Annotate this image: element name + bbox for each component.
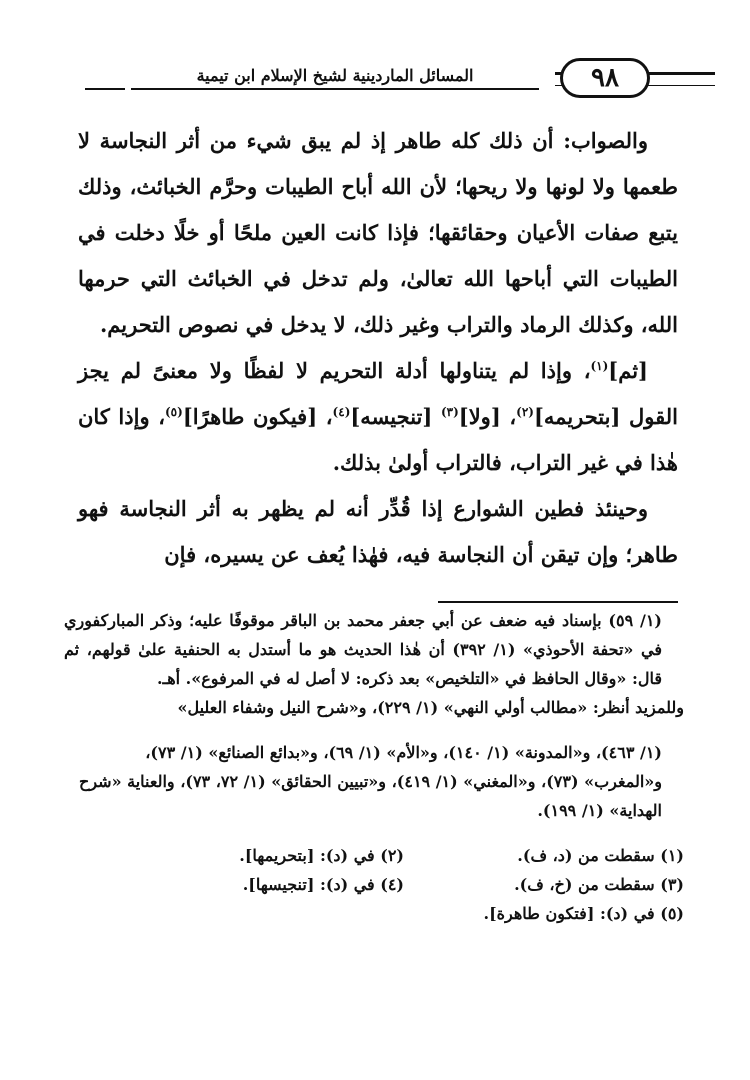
footnote-list [64,841,684,928]
main-text [78,118,678,578]
p2-part3: ، [ولا] [458,404,517,429]
paragraph-1: والصواب: أن ذلك كله طاهر إذ لم يبق شيء من أثر النجاسة لا طعمها ولا لونها ولا ريحها؛ لأن الله أباح الطيبات وحرَّم الخبائث، وذلك يتبع صفات الأعيان وحقائقها؛ فإذا كانت العين ملحًا أو خلًا دخلت في الطيبات التي أباحها الله تعالىٰ، ولم تدخل في الخبائث التي حرمها الله، وكذلك الرماد والتراب وغير ذلك، لا يدخل في نصوص التحريم. [78,128,678,337]
footnote-divider [438,601,678,603]
footnote-ref-5: (٥) [164,405,183,419]
p2-part2: ، وإذا لم يتناولها أدلة التحريم لا لفظًا ولا معنىً لم يجز القول [بتحريمه] [78,358,678,429]
p2-part6: ، وإذا كان هٰذا في غير التراب، فالتراب أولىٰ بذلك. [78,404,678,475]
page-header [55,58,655,98]
footnote-more-lead: وللمزيد أنظر: «مطالب أولي النهي» (١/ ٢٢٩)، و«شرح النيل وشفاء العليل» [177,698,684,717]
footnote-more-body: (١/ ٤٦٣)، و«المدونة» (١/ ١٤٠)، و«الأم» (١/ ٦٩)، و«بدائع الصنائع» (١/ ٧٣)، و«المغرب» (٧٣)، و«المغني» (١/ ٤١٩)، و«تبيين الحقائق» (١/ ٧٢، ٧٣)، والعناية «شرح الهداية» (١/ ١٩٩). [79,743,662,820]
footnote-ref-2: (٢) [516,405,534,419]
footnote-ref-4: (٤) [332,405,351,419]
running-title: المسائل الماردينية لشيخ الإسلام ابن تيمية [125,60,545,92]
p2-part4: [تنجيسه] [350,404,441,429]
p2-part5: ، [فيكون طاهرًا] [182,404,333,429]
footnote-5: (٥) في (د): [فتكون طاهرة]. [483,904,684,923]
footnote-continued-text: (١/ ٥٩) بإسناد فيه ضعف عن أبي جعفر محمد بن الباقر موقوفًا عليه؛ وذكر المباركفوري في «تحفة الأحوذي» (١/ ٣٩٢) أن هٰذا الحديث هو ما أستدل به الحنفية علىٰ قولهم، ثم قال: «وقال الحافظ في «التلخيص» بعد ذكره: لا أصل له في المرفوع». أهـ. [64,611,662,688]
page-number: ٩٨ [560,58,650,98]
footnotes [64,606,684,928]
footnote-ref-3: (٣) [440,405,459,419]
paragraph-3: وحينئذ فطين الشوارع إذا قُدِّر أنه لم يظهر به أثر النجاسة فهو طاهر؛ وإن تيقن أن النجاسة فيه، فهٰذا يُعف عن يسيره، فإن [78,496,678,567]
footnote-continued [64,606,684,693]
footnote-4: (٤) في (د): [تنجيسها]. [242,875,404,894]
footnote-1: (١) سقطت من (د، ف). [517,846,684,865]
p2-part1: [ثم] [608,358,648,383]
footnote-3: (٣) سقطت من (خ، ف). [514,875,684,894]
paragraph-2 [78,348,678,486]
footnote-2: (٢) في (د): [بتحريمها]. [239,846,404,865]
footnote-ref-1: (١) [590,359,609,373]
